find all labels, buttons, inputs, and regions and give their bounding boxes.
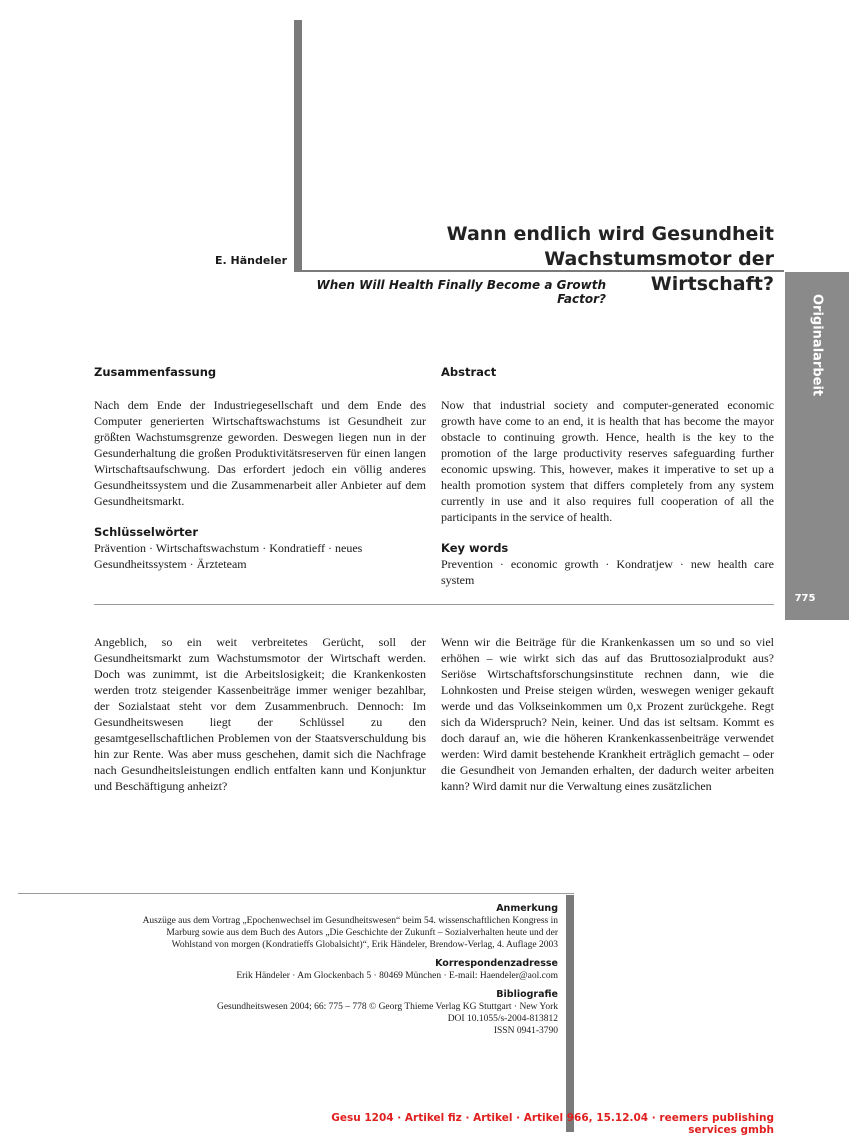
author-name: E. Händeler [215, 254, 287, 267]
bibliografie-line: Gesundheitswesen 2004; 66: 775 – 778 © Georg Thieme Verlag KG Stuttgart · New York [216, 1002, 558, 1012]
title-line-2: Wachstumsmotor der Wirtschaft? [544, 248, 774, 295]
anmerkung-line: Auszüge aus dem Vortrag „Epochenwechsel im Gesundheitswesen“ beim 54. wissenschaftlichen Kongress in [142, 916, 558, 926]
korrespondenz-heading: Korrespondenzadresse [435, 958, 558, 969]
article-subtitle: When Will Health Finally Become a Growth Factor? [316, 278, 606, 306]
anmerkung-line: Wohlstand von morgen (Kondratieffs Globalsicht)“, Erik Händeler, Brendow-Verlag, 4. Auflage 2003 [171, 940, 558, 950]
print-footer: Gesu 1204 · Artikel fiz · Artikel · Artikel 966, 15.12.04 · reemers publishing services gmbh [331, 1112, 774, 1136]
section-side-tab [785, 272, 849, 620]
keywords-heading: Key words [441, 541, 509, 555]
main-text-left-column: Angeblich, so ein weit verbreitetes Gerücht, soll der Gesundheitsmarkt zum Wachstumsmotor der Wirtschaft werden. Doch was zunimmt, ist die Arbeitslosigkeit; die Krankenkosten werden trotz steigender Kassenbeiträge immer weniger bezahlbar, der Sozialstaat steht vor dem Zusammenbruch. Dennoch: Im Gesundheitswesen liegt der Schlüssel zu den gesamtgesellschaftlichen Problemen von der Staatsverschuldung bis hin zur Rente. Was aber muss geschehen, damit sich die Nachfrage nach Gesundheitsleistungen endlich entfalten kann und Konjunktur und Beschäftigung anheizt? [94, 635, 426, 793]
keywords-text: Prevention · economic growth · Kondratjew · new health care system [441, 557, 774, 587]
korrespondenz-address: Erik Händeler · Am Glockenbach 5 · 80469 München · E-mail: Haendeler@aol.com [236, 971, 558, 981]
schluesselwoerter-text: Prävention · Wirtschaftswachstum · Kondratieff · neues Gesundheitssystem · Ärzteteam [94, 541, 363, 571]
bibliografie-issn: ISSN 0941-3790 [493, 1026, 558, 1036]
anmerkung-note [88, 903, 558, 951]
notes-rule [18, 893, 574, 894]
korrespondenz-note [88, 958, 558, 982]
section-label: Originalarbeit [809, 294, 825, 397]
zusammenfassung-heading: Zusammenfassung [94, 365, 217, 379]
schluesselwoerter-heading: Schlüsselwörter [94, 525, 199, 539]
decorative-vertical-bar-bottom [566, 895, 574, 1132]
bibliografie-doi: DOI 10.1055/s-2004-813812 [447, 1014, 558, 1024]
bibliografie-heading: Bibliografie [496, 989, 558, 1000]
page-number: 775 [794, 593, 816, 604]
section-divider [94, 604, 774, 605]
anmerkung-line: Marburg sowie aus dem Buch des Autors „Die Geschichte der Zukunft – Sozialverhalten heute und der [166, 928, 558, 938]
bibliografie-note [88, 989, 558, 1037]
anmerkung-heading: Anmerkung [496, 903, 558, 914]
decorative-vertical-bar [294, 20, 302, 272]
abstract-text: Now that industrial society and computer-generated economic growth have come to an end, it is health that has become the mayor obstacle to continuing growth. Hence, health is the key to the promotion of the large productivity reserves safeguarding further economic upswing. This, however, makes it imperative to set up a health promotion system that differs completely from any system currently in use and it also requires full cooperation of all the participants in the service of health. [441, 398, 774, 524]
title-line-1: Wann endlich wird Gesundheit [446, 223, 774, 245]
abstract-heading: Abstract [441, 365, 497, 379]
zusammenfassung-text: Nach dem Ende der Industriegesellschaft und dem Ende des Computer generierten Wirtschaftswachstums ist Gesundheit zur größten Wachstumsgrenze geworden. Deswegen liegen nun in der Gesunderhaltung die großen Produktivitätsreserven für einen langen Wirtschaftsaufschwung. Das erfordert jedoch ein völlig anderes Gesundheitssystem und die Zusammenarbeit aller Anbieter auf dem Gesundheitsmarkt. [94, 398, 426, 508]
main-text-right-column: Wenn wir die Beiträge für die Krankenkassen um so und so viel erhöhen – wie wirkt sich das auf das Bruttosozialprodukt aus? Seriöse Wirtschaftsforschungsinstitute rechnen dann, wie die Lohnkosten und Preise steigen würden, weswegen weniger gekauft werde und das Volkseinkommen um 0,x Prozent zurückgehe. Regt sich da Widerspruch? Nein, keiner. Und das ist seltsam. Kommt es doch darauf an, wie die höheren Krankenkassenbeiträge verwendet werden: Wird damit bestehende Krankheit erträglich gemacht – oder die Gesundheit von Jemanden erhalten, der dadurch weiter arbeiten kann? Wird damit nur die Verwaltung eines zusätzlichen [441, 635, 774, 793]
